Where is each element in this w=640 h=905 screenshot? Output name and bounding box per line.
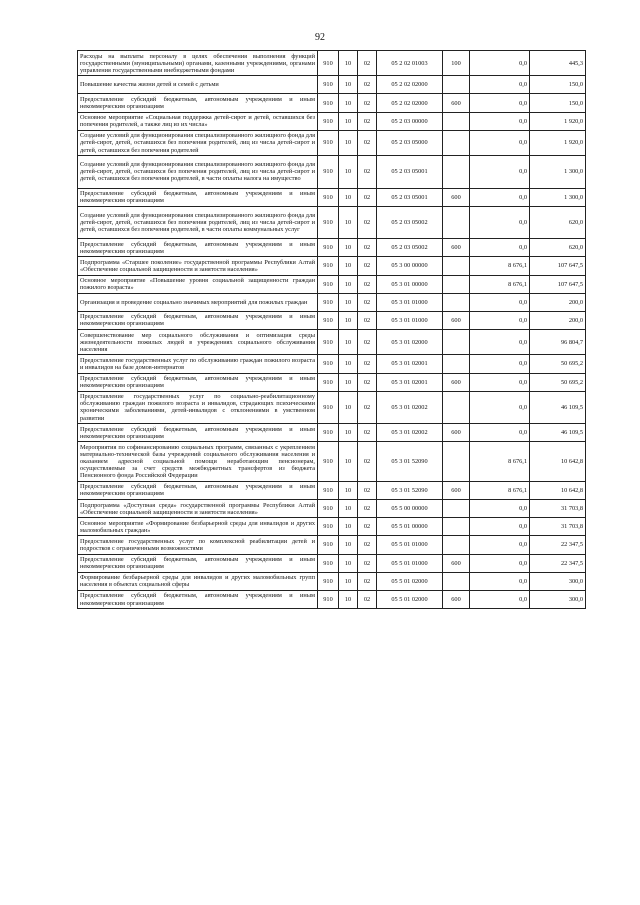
table-row	[78, 206, 586, 238]
table-row	[78, 257, 586, 275]
table-row	[78, 275, 586, 293]
row-amount-2: 10 642,8	[530, 442, 586, 482]
table-row	[78, 572, 586, 590]
row-amount-1: 0,0	[470, 156, 530, 188]
row-subsection-code: 02	[358, 442, 377, 482]
row-expense-type-code: 600	[443, 481, 470, 499]
row-amount-2: 46 109,5	[530, 391, 586, 423]
table-row	[78, 188, 586, 206]
row-grbs-code: 910	[318, 536, 339, 554]
row-target-article-code: 05 5 01 01000	[377, 554, 443, 572]
row-amount-2: 1 300,0	[530, 188, 586, 206]
table-row	[78, 76, 586, 94]
table-row	[78, 130, 586, 155]
table-row	[78, 311, 586, 329]
row-target-article-code: 05 3 01 00000	[377, 275, 443, 293]
row-description: Предоставление субсидий бюджетным, автономным учреждениям и иным некоммерческим организациям	[78, 481, 318, 499]
row-grbs-code: 910	[318, 76, 339, 94]
row-amount-1: 0,0	[470, 500, 530, 518]
row-section-code: 10	[339, 188, 358, 206]
row-description: Формирование безбарьерной среды для инвалидов и других маломобильных групп населения в объектах социальной сферы	[78, 572, 318, 590]
row-subsection-code: 02	[358, 293, 377, 311]
row-target-article-code: 05 3 01 01000	[377, 293, 443, 311]
row-section-code: 10	[339, 257, 358, 275]
row-amount-1: 0,0	[470, 536, 530, 554]
row-section-code: 10	[339, 536, 358, 554]
table-row	[78, 355, 586, 373]
row-amount-2: 96 804,7	[530, 330, 586, 355]
row-description: Предоставление государственных услуг по социально-реабилитационному обслуживанию граждан пожилого возраста и инвалидов, страдающих психическими хроническими заболеваниями, детей-инвалидов с отклонениями в умственном развитии	[78, 391, 318, 423]
row-target-article-code: 05 2 03 00000	[377, 112, 443, 130]
row-subsection-code: 02	[358, 330, 377, 355]
row-section-code: 10	[339, 424, 358, 442]
row-description: Организация и проведение социально значимых мероприятий для пожилых граждан	[78, 293, 318, 311]
table-row	[78, 330, 586, 355]
table-row	[78, 156, 586, 188]
row-target-article-code: 05 2 03 05000	[377, 130, 443, 155]
row-grbs-code: 910	[318, 424, 339, 442]
row-description: Предоставление субсидий бюджетным, автономным учреждениям и иным некоммерческим организациям	[78, 188, 318, 206]
row-target-article-code: 05 3 01 02001	[377, 373, 443, 391]
row-expense-type-code: 600	[443, 188, 470, 206]
row-expense-type-code: 600	[443, 239, 470, 257]
row-subsection-code: 02	[358, 355, 377, 373]
row-amount-2: 22 347,5	[530, 536, 586, 554]
row-grbs-code: 910	[318, 112, 339, 130]
row-expense-type-code	[443, 130, 470, 155]
table-row	[78, 112, 586, 130]
row-grbs-code: 910	[318, 311, 339, 329]
row-amount-1: 0,0	[470, 239, 530, 257]
row-expense-type-code	[443, 500, 470, 518]
row-expense-type-code: 600	[443, 373, 470, 391]
row-grbs-code: 910	[318, 293, 339, 311]
budget-table	[77, 50, 586, 609]
row-amount-1: 0,0	[470, 373, 530, 391]
row-description: Основное мероприятие «Повышение уровня социальной защищенности граждан пожилого возраста»	[78, 275, 318, 293]
row-subsection-code: 02	[358, 206, 377, 238]
row-amount-2: 300,0	[530, 590, 586, 608]
table-row	[78, 424, 586, 442]
row-grbs-code: 910	[318, 51, 339, 76]
row-description: Предоставление государственных услуг по комплексной реабилитации детей и подростков с ограниченными возможностями	[78, 536, 318, 554]
table-row	[78, 373, 586, 391]
row-target-article-code: 05 5 00 00000	[377, 500, 443, 518]
row-expense-type-code	[443, 206, 470, 238]
row-subsection-code: 02	[358, 112, 377, 130]
row-expense-type-code	[443, 76, 470, 94]
row-amount-2: 150,0	[530, 76, 586, 94]
row-expense-type-code	[443, 355, 470, 373]
row-section-code: 10	[339, 442, 358, 482]
row-amount-1: 0,0	[470, 518, 530, 536]
row-section-code: 10	[339, 275, 358, 293]
row-amount-1: 0,0	[470, 590, 530, 608]
row-expense-type-code	[443, 156, 470, 188]
table-row	[78, 239, 586, 257]
row-subsection-code: 02	[358, 257, 377, 275]
row-target-article-code: 05 2 03 05002	[377, 206, 443, 238]
row-expense-type-code	[443, 330, 470, 355]
row-expense-type-code: 600	[443, 554, 470, 572]
table-row	[78, 518, 586, 536]
row-section-code: 10	[339, 518, 358, 536]
row-grbs-code: 910	[318, 391, 339, 423]
row-description: Подпрограмма «Доступная среда» государственной программы Республики Алтай «Обеспечение социальной защищенности и занятости населения»	[78, 500, 318, 518]
row-expense-type-code	[443, 518, 470, 536]
row-amount-1: 8 676,1	[470, 481, 530, 499]
row-subsection-code: 02	[358, 481, 377, 499]
row-amount-1: 0,0	[470, 130, 530, 155]
row-subsection-code: 02	[358, 518, 377, 536]
row-section-code: 10	[339, 500, 358, 518]
row-expense-type-code	[443, 257, 470, 275]
row-expense-type-code	[443, 572, 470, 590]
row-target-article-code: 05 2 03 05002	[377, 239, 443, 257]
table-row	[78, 51, 586, 76]
row-grbs-code: 910	[318, 94, 339, 112]
row-description: Создание условий для функционирования специализированного жилищного фонда для детей-сирот, детей, оставшихся без попечения родителей, лиц из числа детей-сирот и детей, оставшихся без попечения родителей, в части оплаты коммунальных услуг	[78, 206, 318, 238]
row-grbs-code: 910	[318, 239, 339, 257]
table-row	[78, 554, 586, 572]
row-amount-1: 8 676,1	[470, 275, 530, 293]
row-subsection-code: 02	[358, 500, 377, 518]
row-grbs-code: 910	[318, 572, 339, 590]
row-subsection-code: 02	[358, 391, 377, 423]
row-grbs-code: 910	[318, 590, 339, 608]
row-amount-2: 10 642,8	[530, 481, 586, 499]
row-section-code: 10	[339, 206, 358, 238]
row-section-code: 10	[339, 373, 358, 391]
row-section-code: 10	[339, 572, 358, 590]
row-amount-1: 0,0	[470, 76, 530, 94]
row-target-article-code: 05 5 01 02000	[377, 572, 443, 590]
row-amount-2: 46 109,5	[530, 424, 586, 442]
row-amount-2: 22 347,5	[530, 554, 586, 572]
row-subsection-code: 02	[358, 51, 377, 76]
row-amount-2: 150,0	[530, 94, 586, 112]
table-row	[78, 442, 586, 482]
row-section-code: 10	[339, 481, 358, 499]
row-grbs-code: 910	[318, 330, 339, 355]
row-grbs-code: 910	[318, 442, 339, 482]
row-subsection-code: 02	[358, 94, 377, 112]
row-description: Предоставление субсидий бюджетным, автономным учреждениям и иным некоммерческим организациям	[78, 94, 318, 112]
row-amount-2: 200,0	[530, 293, 586, 311]
row-subsection-code: 02	[358, 590, 377, 608]
row-target-article-code: 05 3 00 00000	[377, 257, 443, 275]
row-description: Предоставление субсидий бюджетным, автономным учреждениям и иным некоммерческим организациям	[78, 239, 318, 257]
row-target-article-code: 05 3 01 02000	[377, 330, 443, 355]
row-amount-1: 0,0	[470, 112, 530, 130]
row-section-code: 10	[339, 293, 358, 311]
row-section-code: 10	[339, 94, 358, 112]
row-amount-2: 107 647,5	[530, 275, 586, 293]
row-amount-1: 0,0	[470, 355, 530, 373]
table-row	[78, 481, 586, 499]
row-description: Создание условий для функционирования специализированного жилищного фонда для детей-сирот, детей, оставшихся без попечения родителей, лиц из числа детей-сирот и детей, оставшихся без попечения родителей, в части оплаты налога на имущество	[78, 156, 318, 188]
row-amount-1: 0,0	[470, 572, 530, 590]
row-expense-type-code	[443, 275, 470, 293]
row-expense-type-code: 600	[443, 94, 470, 112]
row-target-article-code: 05 3 01 02001	[377, 355, 443, 373]
table-row	[78, 500, 586, 518]
row-description: Мероприятия по софинансированию социальных программ, связанных с укреплением материально-технической базы учреждений социального обслуживания населения и оказанием адресной социальной помощи неработающим пенсионерам, осуществляемые за счет средств межбюджетных трансфертов из бюджета Пенсионного фонда Российской Федерации	[78, 442, 318, 482]
row-grbs-code: 910	[318, 481, 339, 499]
row-description: Повышение качества жизни детей и семей с детьми	[78, 76, 318, 94]
row-target-article-code: 05 2 03 05001	[377, 156, 443, 188]
row-grbs-code: 910	[318, 156, 339, 188]
row-amount-1: 0,0	[470, 424, 530, 442]
row-amount-1: 0,0	[470, 188, 530, 206]
row-description: Предоставление субсидий бюджетным, автономным учреждениям и иным некоммерческим организациям	[78, 424, 318, 442]
row-section-code: 10	[339, 330, 358, 355]
row-amount-2: 300,0	[530, 572, 586, 590]
row-amount-2: 620,0	[530, 239, 586, 257]
row-expense-type-code: 600	[443, 424, 470, 442]
row-target-article-code: 05 5 01 01000	[377, 536, 443, 554]
row-section-code: 10	[339, 590, 358, 608]
row-section-code: 10	[339, 112, 358, 130]
page-number: 92	[315, 32, 325, 43]
row-amount-2: 1 920,0	[530, 130, 586, 155]
row-expense-type-code	[443, 293, 470, 311]
table-row	[78, 391, 586, 423]
row-subsection-code: 02	[358, 188, 377, 206]
row-expense-type-code: 100	[443, 51, 470, 76]
row-description: Предоставление субсидий бюджетным, автономным учреждениям и иным некоммерческим организациям	[78, 554, 318, 572]
row-section-code: 10	[339, 554, 358, 572]
row-section-code: 10	[339, 239, 358, 257]
row-amount-2: 107 647,5	[530, 257, 586, 275]
row-expense-type-code	[443, 442, 470, 482]
row-target-article-code: 05 2 02 01003	[377, 51, 443, 76]
table-row	[78, 590, 586, 608]
row-grbs-code: 910	[318, 518, 339, 536]
row-section-code: 10	[339, 156, 358, 188]
row-amount-2: 50 695,2	[530, 373, 586, 391]
row-subsection-code: 02	[358, 76, 377, 94]
row-grbs-code: 910	[318, 188, 339, 206]
row-description: Предоставление субсидий бюджетным, автономным учреждениям и иным некоммерческим организациям	[78, 311, 318, 329]
row-section-code: 10	[339, 355, 358, 373]
row-amount-2: 31 703,8	[530, 500, 586, 518]
row-description: Основное мероприятие «Формирование безбарьерной среды для инвалидов и других маломобильных граждан»	[78, 518, 318, 536]
row-amount-2: 50 695,2	[530, 355, 586, 373]
row-target-article-code: 05 3 01 52090	[377, 481, 443, 499]
row-amount-2: 31 703,8	[530, 518, 586, 536]
row-subsection-code: 02	[358, 572, 377, 590]
table-row	[78, 536, 586, 554]
row-amount-1: 0,0	[470, 51, 530, 76]
row-grbs-code: 910	[318, 206, 339, 238]
row-amount-2: 200,0	[530, 311, 586, 329]
row-description: Предоставление субсидий бюджетным, автономным учреждениям и иным некоммерческим организациям	[78, 590, 318, 608]
row-target-article-code: 05 3 01 02002	[377, 424, 443, 442]
row-target-article-code: 05 3 01 01000	[377, 311, 443, 329]
row-target-article-code: 05 2 02 02000	[377, 76, 443, 94]
row-section-code: 10	[339, 51, 358, 76]
row-description: Расходы на выплаты персоналу в целях обеспечения выполнения функций государственными (муниципальными) органами, казенными учреждениями, органами управления государственными внебюджетными фондами	[78, 51, 318, 76]
row-description: Подпрограмма «Старшее поколение» государственной программы Республики Алтай «Обеспечение социальной защищенности и занятости населения»	[78, 257, 318, 275]
table-row	[78, 94, 586, 112]
row-target-article-code: 05 5 01 00000	[377, 518, 443, 536]
budget-table-body	[78, 51, 586, 609]
table-row	[78, 293, 586, 311]
row-section-code: 10	[339, 311, 358, 329]
row-expense-type-code: 600	[443, 311, 470, 329]
row-amount-2: 620,0	[530, 206, 586, 238]
row-description: Совершенствование мер социального обслуживания и оптимизация среды жизнедеятельности пожилых людей в учреждениях социального обслуживания населения	[78, 330, 318, 355]
row-grbs-code: 910	[318, 275, 339, 293]
row-amount-1: 8 676,1	[470, 442, 530, 482]
row-description: Предоставление субсидий бюджетным, автономным учреждениям и иным некоммерческим организациям	[78, 373, 318, 391]
row-description: Создание условий для функционирования специализированного жилищного фонда для детей-сирот, детей, оставшихся без попечения родителей, лиц из числа детей-сирот и детей, оставшихся без попечения родителей	[78, 130, 318, 155]
row-grbs-code: 910	[318, 257, 339, 275]
row-amount-1: 0,0	[470, 311, 530, 329]
row-description: Основное мероприятие «Социальная поддержка детей-сирот и детей, оставшихся без попечения родителей, а также лиц из их числа»	[78, 112, 318, 130]
row-subsection-code: 02	[358, 311, 377, 329]
row-expense-type-code	[443, 536, 470, 554]
row-amount-1: 0,0	[470, 206, 530, 238]
row-amount-1: 0,0	[470, 330, 530, 355]
row-amount-2: 1 920,0	[530, 112, 586, 130]
row-subsection-code: 02	[358, 156, 377, 188]
row-amount-2: 445,3	[530, 51, 586, 76]
row-subsection-code: 02	[358, 239, 377, 257]
row-description: Предоставление государственных услуг по обслуживанию граждан пожилого возраста и инвалидов на базе домов-интернатов	[78, 355, 318, 373]
row-target-article-code: 05 5 01 02000	[377, 590, 443, 608]
row-subsection-code: 02	[358, 424, 377, 442]
row-amount-1: 0,0	[470, 554, 530, 572]
row-grbs-code: 910	[318, 373, 339, 391]
row-grbs-code: 910	[318, 500, 339, 518]
row-expense-type-code: 600	[443, 590, 470, 608]
row-subsection-code: 02	[358, 554, 377, 572]
row-amount-1: 8 676,1	[470, 257, 530, 275]
row-target-article-code: 05 3 01 02002	[377, 391, 443, 423]
row-amount-1: 0,0	[470, 293, 530, 311]
row-section-code: 10	[339, 130, 358, 155]
row-subsection-code: 02	[358, 373, 377, 391]
row-grbs-code: 910	[318, 355, 339, 373]
row-subsection-code: 02	[358, 536, 377, 554]
row-amount-1: 0,0	[470, 391, 530, 423]
row-amount-1: 0,0	[470, 94, 530, 112]
row-expense-type-code	[443, 391, 470, 423]
row-expense-type-code	[443, 112, 470, 130]
row-target-article-code: 05 2 02 02000	[377, 94, 443, 112]
row-section-code: 10	[339, 76, 358, 94]
row-subsection-code: 02	[358, 275, 377, 293]
row-target-article-code: 05 2 03 05001	[377, 188, 443, 206]
row-grbs-code: 910	[318, 554, 339, 572]
row-subsection-code: 02	[358, 130, 377, 155]
row-target-article-code: 05 3 01 52090	[377, 442, 443, 482]
row-amount-2: 1 300,0	[530, 156, 586, 188]
row-grbs-code: 910	[318, 130, 339, 155]
row-section-code: 10	[339, 391, 358, 423]
